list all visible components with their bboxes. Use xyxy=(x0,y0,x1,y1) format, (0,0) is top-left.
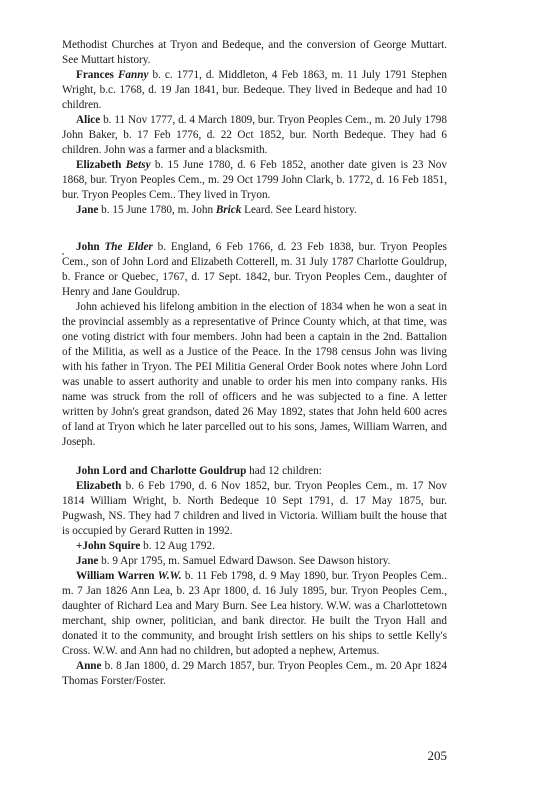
entry-text: b. 8 Jan 1800, d. 29 March 1857, bur. Tryon Peoples Cem., m. 20 Apr 1824 Thomas Forster/Foster. xyxy=(62,660,447,687)
entry-name: Fanny xyxy=(117,69,149,81)
entry-name: +John Squire xyxy=(76,540,141,552)
section-children xyxy=(62,464,447,689)
paragraph xyxy=(62,464,447,479)
paragraph xyxy=(62,38,447,68)
entry-text: b. 6 Feb 1790, d. 6 Nov 1852, bur. Tryon Peoples Cem., m. 17 Nov 1814 William Wright, b. North Bedeque 10 Sept 1791, d. 17 May 1875, bur. Pugwash, NS. They had 7 children and lived in Victoria. William built the house that is occupied by Gerard Rutten in 1992. xyxy=(62,480,447,537)
entry-name: Frances xyxy=(76,69,118,81)
entry-text: Leard. See Leard history. xyxy=(241,204,357,216)
section-top xyxy=(62,38,447,218)
entry-text: had 12 children: xyxy=(246,465,322,477)
entry-name: Jane xyxy=(76,204,99,216)
entry-name: Brick xyxy=(215,204,242,216)
entry-name: William Warren xyxy=(76,570,158,582)
entry-name: Elizabeth xyxy=(76,159,126,171)
paragraph xyxy=(62,158,447,203)
entry-name: Betsy xyxy=(125,159,151,171)
paragraph xyxy=(62,113,447,158)
paragraph xyxy=(62,569,447,659)
paragraph xyxy=(62,554,447,569)
entry-name: Anne xyxy=(76,660,102,672)
section-john-the-elder xyxy=(62,240,447,450)
entry-text: b. 12 Aug 1792. xyxy=(140,540,215,552)
paragraph xyxy=(62,68,447,113)
paragraph xyxy=(62,240,447,300)
print-speck xyxy=(62,253,64,255)
entry-text: Methodist Churches at Tryon and Bedeque, and the conversion of George Muttart. See Muttart history. xyxy=(62,39,447,66)
paragraph xyxy=(62,300,447,450)
section-gap xyxy=(62,218,447,240)
entry-name: Jane xyxy=(76,555,99,567)
paragraph xyxy=(62,539,447,554)
entry-text: b. c. 1771, d. Middleton, 4 Feb 1863, m. 11 July 1791 Stephen Wright, b.c. 1768, d. 19 Jan 1841, bur. Bedeque. They lived in Bedeque and had 10 children. xyxy=(62,69,447,111)
entry-name: The Elder xyxy=(104,241,153,253)
entry-text: John achieved his lifelong ambition in the election of 1834 when he won a seat in the provincial assembly as a representative of Prince County which, at that time, was one voting district with four members. John had been a captain in the 2nd. Battalion of the Militia, as well as a Justice of the Peace. In the 1798 census John was living with his father in Tryon. The PEI Militia General Order Book notes where John Lord was unable to assert authority and unable to order his men into company ranks. His name was struck from the roll of officers and he was subjected to a fine. A letter written by John's great grandson, dated 26 May 1892, states that John held 600 acres of land at Tryon which he later parcelled out to his sons, James, William Warren, and Joseph. xyxy=(62,301,447,448)
entry-name: Elizabeth xyxy=(76,480,122,492)
paragraph xyxy=(62,659,447,689)
page-number: 205 xyxy=(427,748,447,763)
entry-text: b. 11 Feb 1798, d. 9 May 1890, bur. Tryon Peoples Cem.. m. 7 Jan 1826 Ann Lea, b. 23 Apr 1800, d. 16 July 1895, bur. Tryon Peoples Cem., daughter of Richard Lea and Mary Burn. See Lea history. W.W. was a Charlottetown merchant, ship owner, politician, and bank director. He built the Tryon Hall and donated it to the community, and brought Irish settlers on his ships to settle Kelly's Cross. W.W. and Ann had no children, but adopted a nephew, Artemus. xyxy=(62,570,447,657)
paragraph xyxy=(62,203,447,218)
entry-text: b. 11 Nov 1777, d. 4 March 1809, bur. Tryon Peoples Cem., m. 20 July 1798 John Baker, b. 17 Feb 1776, d. 22 Oct 1852, bur. North Bedeque. They had 6 children. John was a farmer and a blacksmith. xyxy=(62,114,447,156)
entry-name: John xyxy=(76,241,105,253)
page-body xyxy=(62,38,447,689)
entry-text: b. 15 June 1780, m. John xyxy=(98,204,216,216)
entry-name: W.W. xyxy=(157,570,182,582)
entry-text: b. 9 Apr 1795, m. Samuel Edward Dawson. See Dawson history. xyxy=(98,555,391,567)
entry-name: John Lord and Charlotte Gouldrup xyxy=(76,465,247,477)
entry-name: Alice xyxy=(76,114,101,126)
paragraph xyxy=(62,479,447,539)
entry-text: b. 15 June 1780, d. 6 Feb 1852, another date given is 23 Nov 1868, bur. Tryon Peoples Cem., m. 29 Oct 1799 John Clark, b. 1772, d. 16 Feb 1851, bur. Tryon Peoples Cem.. They lived in Tryon. xyxy=(62,159,447,201)
entry-text: b. England, 6 Feb 1766, d. 23 Feb 1838, bur. Tryon Peoples Cem., son of John Lord and Elizabeth Cotterell, m. 31 July 1787 Charlotte Gouldrup, b. France or Quebec, 1767, d. 17 Sept. 1842, bur. Tryon Peoples Cem., daughter of Henry and Jane Gouldrup. xyxy=(62,241,447,298)
section-gap xyxy=(62,450,447,464)
